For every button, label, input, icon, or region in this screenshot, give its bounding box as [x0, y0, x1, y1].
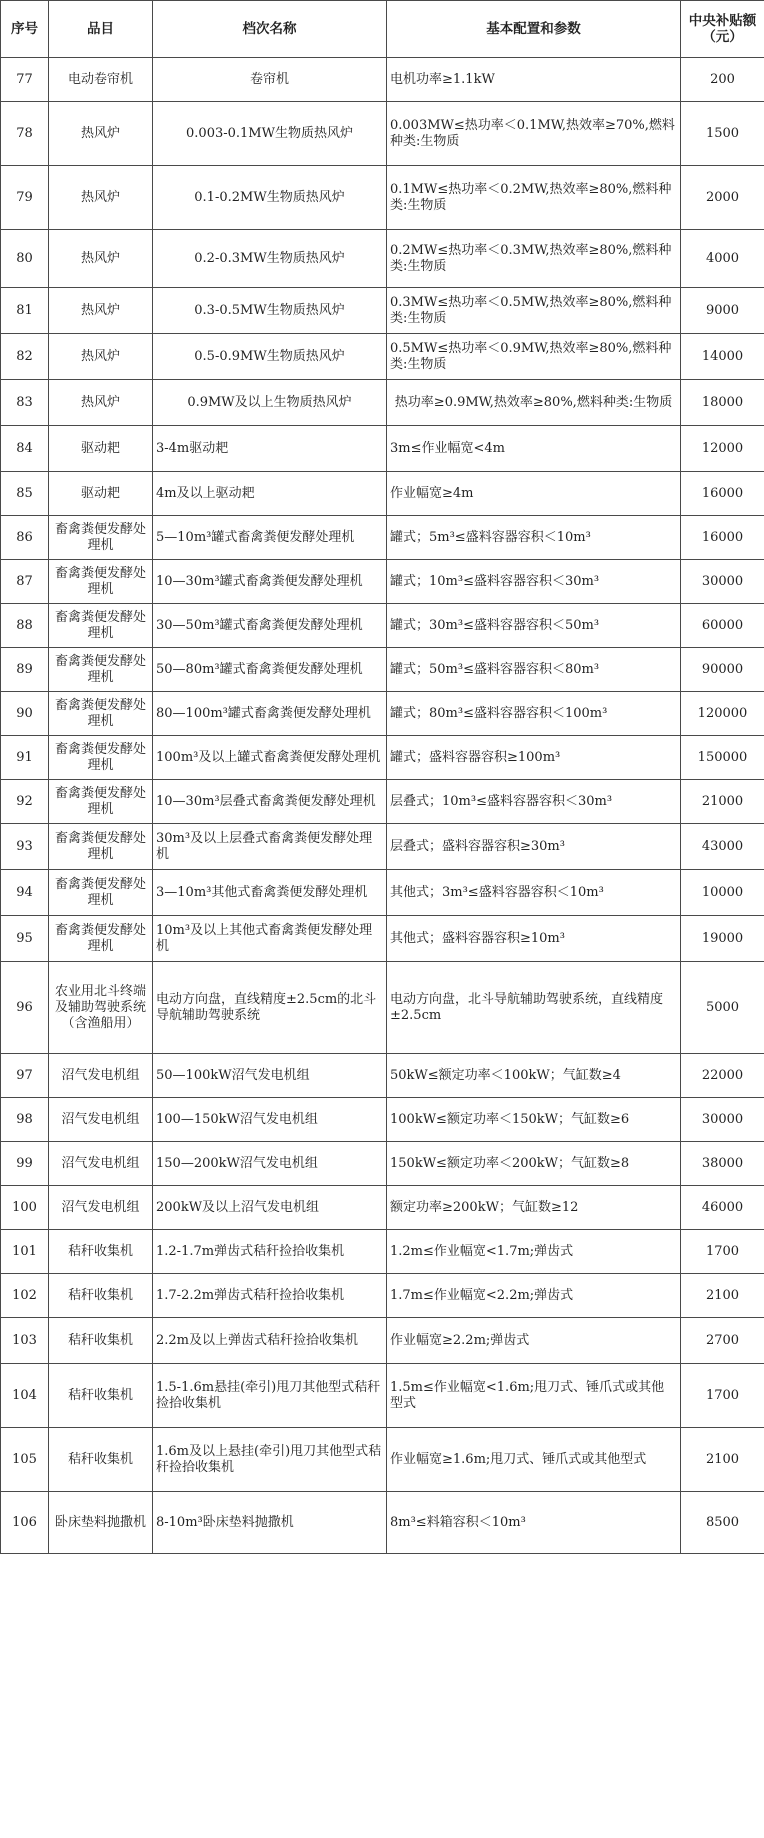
row-grade-name: 50—80m³罐式畜禽粪便发酵处理机: [153, 648, 387, 692]
table-row: [1, 1230, 764, 1274]
row-grade-name: 100m³及以上罐式畜禽粪便发酵处理机: [153, 736, 387, 780]
table-row: [1, 604, 764, 648]
table-row: [1, 648, 764, 692]
table-row: [1, 1142, 764, 1186]
row-number: 88: [1, 604, 49, 648]
row-grade-name: 1.6m及以上悬挂(牵引)甩刀其他型式秸秆捡拾收集机: [153, 1428, 387, 1492]
row-item: 沼气发电机组: [49, 1054, 153, 1098]
row-subsidy: 5000: [681, 962, 764, 1054]
row-subsidy: 9000: [681, 288, 764, 334]
table-row: [1, 962, 764, 1054]
row-subsidy: 2100: [681, 1428, 764, 1492]
row-number: 93: [1, 824, 49, 870]
row-subsidy: 1500: [681, 102, 764, 166]
row-item: 农业用北斗终端及辅助驾驶系统（含渔船用）: [49, 962, 153, 1054]
row-spec: 1.7m≤作业幅宽<2.2m;弹齿式: [387, 1274, 681, 1318]
row-number: 77: [1, 58, 49, 102]
row-number: 90: [1, 692, 49, 736]
row-number: 100: [1, 1186, 49, 1230]
row-number: 86: [1, 516, 49, 560]
row-item: 卧床垫料抛撒机: [49, 1492, 153, 1554]
row-item: 热风炉: [49, 102, 153, 166]
row-spec: 1.2m≤作业幅宽<1.7m;弹齿式: [387, 1230, 681, 1274]
row-subsidy: 43000: [681, 824, 764, 870]
table-row: [1, 1318, 764, 1364]
row-spec: 作业幅宽≥4m: [387, 472, 681, 516]
row-item: 畜禽粪便发酵处理机: [49, 516, 153, 560]
row-subsidy: 1700: [681, 1230, 764, 1274]
table-row: [1, 1054, 764, 1098]
row-number: 95: [1, 916, 49, 962]
row-item: 畜禽粪便发酵处理机: [49, 736, 153, 780]
row-number: 98: [1, 1098, 49, 1142]
row-number: 79: [1, 166, 49, 230]
row-number: 97: [1, 1054, 49, 1098]
row-spec: 电动方向盘，北斗导航辅助驾驶系统，直线精度±2.5cm: [387, 962, 681, 1054]
row-subsidy: 12000: [681, 426, 764, 472]
table-row: [1, 1492, 764, 1554]
row-spec: 罐式；50m³≤盛料容器容积＜80m³: [387, 648, 681, 692]
table-row: [1, 736, 764, 780]
row-grade-name: 0.1-0.2MW生物质热风炉: [153, 166, 387, 230]
row-item: 畜禽粪便发酵处理机: [49, 916, 153, 962]
row-number: 82: [1, 334, 49, 380]
row-grade-name: 0.003-0.1MW生物质热风炉: [153, 102, 387, 166]
row-number: 103: [1, 1318, 49, 1364]
row-item: 电动卷帘机: [49, 58, 153, 102]
row-subsidy: 18000: [681, 380, 764, 426]
row-subsidy: 14000: [681, 334, 764, 380]
row-grade-name: 200kW及以上沼气发电机组: [153, 1186, 387, 1230]
row-grade-name: 5—10m³罐式畜禽粪便发酵处理机: [153, 516, 387, 560]
row-number: 94: [1, 870, 49, 916]
row-grade-name: 3-4m驱动耙: [153, 426, 387, 472]
row-grade-name: 4m及以上驱动耙: [153, 472, 387, 516]
row-subsidy: 2700: [681, 1318, 764, 1364]
row-spec: 0.3MW≤热功率＜0.5MW,热效率≥80%,燃料种类:生物质: [387, 288, 681, 334]
row-number: 99: [1, 1142, 49, 1186]
row-spec: 罐式；盛料容器容积≥100m³: [387, 736, 681, 780]
row-grade-name: 10—30m³罐式畜禽粪便发酵处理机: [153, 560, 387, 604]
table-row: [1, 166, 764, 230]
row-number: 84: [1, 426, 49, 472]
row-spec: 其他式；盛料容器容积≥10m³: [387, 916, 681, 962]
row-grade-name: 50—100kW沼气发电机组: [153, 1054, 387, 1098]
row-item: 秸秆收集机: [49, 1230, 153, 1274]
row-number: 101: [1, 1230, 49, 1274]
row-spec: 1.5m≤作业幅宽<1.6m;甩刀式、锤爪式或其他型式: [387, 1364, 681, 1428]
table-row: [1, 1098, 764, 1142]
row-spec: 0.003MW≤热功率＜0.1MW,热效率≥70%,燃料种类:生物质: [387, 102, 681, 166]
row-subsidy: 200: [681, 58, 764, 102]
table-row: [1, 102, 764, 166]
table-row: [1, 560, 764, 604]
row-subsidy: 60000: [681, 604, 764, 648]
row-subsidy: 2000: [681, 166, 764, 230]
row-grade-name: 10—30m³层叠式畜禽粪便发酵处理机: [153, 780, 387, 824]
row-item: 沼气发电机组: [49, 1142, 153, 1186]
row-spec: 50kW≤额定功率＜100kW；气缸数≥4: [387, 1054, 681, 1098]
table-row: [1, 1186, 764, 1230]
row-number: 87: [1, 560, 49, 604]
row-spec: 150kW≤额定功率＜200kW；气缸数≥8: [387, 1142, 681, 1186]
row-number: 80: [1, 230, 49, 288]
row-item: 畜禽粪便发酵处理机: [49, 604, 153, 648]
row-grade-name: 0.9MW及以上生物质热风炉: [153, 380, 387, 426]
table-row: [1, 58, 764, 102]
row-spec: 额定功率≥200kW；气缸数≥12: [387, 1186, 681, 1230]
row-spec: 3m≤作业幅宽<4m: [387, 426, 681, 472]
row-grade-name: 8-10m³卧床垫料抛撒机: [153, 1492, 387, 1554]
row-item: 畜禽粪便发酵处理机: [49, 870, 153, 916]
row-grade-name: 30—50m³罐式畜禽粪便发酵处理机: [153, 604, 387, 648]
row-spec: 0.1MW≤热功率＜0.2MW,热效率≥80%,燃料种类:生物质: [387, 166, 681, 230]
row-subsidy: 30000: [681, 560, 764, 604]
row-subsidy: 38000: [681, 1142, 764, 1186]
row-item: 驱动耙: [49, 426, 153, 472]
row-spec: 罐式；10m³≤盛料容器容积＜30m³: [387, 560, 681, 604]
row-grade-name: 0.2-0.3MW生物质热风炉: [153, 230, 387, 288]
row-spec: 罐式；5m³≤盛料容器容积＜10m³: [387, 516, 681, 560]
row-grade-name: 1.7-2.2m弹齿式秸秆捡拾收集机: [153, 1274, 387, 1318]
row-subsidy: 1700: [681, 1364, 764, 1428]
table-row: [1, 230, 764, 288]
row-grade-name: 30m³及以上层叠式畜禽粪便发酵处理机: [153, 824, 387, 870]
row-subsidy: 2100: [681, 1274, 764, 1318]
row-item: 热风炉: [49, 288, 153, 334]
row-spec: 100kW≤额定功率＜150kW；气缸数≥6: [387, 1098, 681, 1142]
row-spec: 罐式；30m³≤盛料容器容积＜50m³: [387, 604, 681, 648]
row-item: 畜禽粪便发酵处理机: [49, 692, 153, 736]
row-number: 92: [1, 780, 49, 824]
row-grade-name: 80—100m³罐式畜禽粪便发酵处理机: [153, 692, 387, 736]
table-row: [1, 692, 764, 736]
row-spec: 层叠式；10m³≤盛料容器容积＜30m³: [387, 780, 681, 824]
table-row: [1, 824, 764, 870]
row-subsidy: 19000: [681, 916, 764, 962]
header-grade-name: 档次名称: [153, 1, 387, 58]
row-grade-name: 0.5-0.9MW生物质热风炉: [153, 334, 387, 380]
row-number: 91: [1, 736, 49, 780]
row-grade-name: 100—150kW沼气发电机组: [153, 1098, 387, 1142]
table-row: [1, 916, 764, 962]
row-grade-name: 10m³及以上其他式畜禽粪便发酵处理机: [153, 916, 387, 962]
header-no: 序号: [1, 1, 49, 58]
table-row: [1, 472, 764, 516]
table-row: [1, 516, 764, 560]
row-item: 驱动耙: [49, 472, 153, 516]
row-item: 沼气发电机组: [49, 1098, 153, 1142]
row-subsidy: 10000: [681, 870, 764, 916]
row-number: 106: [1, 1492, 49, 1554]
row-item: 秸秆收集机: [49, 1364, 153, 1428]
row-item: 沼气发电机组: [49, 1186, 153, 1230]
row-grade-name: 3—10m³其他式畜禽粪便发酵处理机: [153, 870, 387, 916]
row-spec: 作业幅宽≥2.2m;弹齿式: [387, 1318, 681, 1364]
row-number: 104: [1, 1364, 49, 1428]
row-number: 102: [1, 1274, 49, 1318]
row-item: 畜禽粪便发酵处理机: [49, 780, 153, 824]
row-spec: 0.2MW≤热功率＜0.3MW,热效率≥80%,燃料种类:生物质: [387, 230, 681, 288]
header-spec: 基本配置和参数: [387, 1, 681, 58]
row-item: 畜禽粪便发酵处理机: [49, 560, 153, 604]
table-row: [1, 1274, 764, 1318]
row-item: 畜禽粪便发酵处理机: [49, 824, 153, 870]
row-number: 89: [1, 648, 49, 692]
row-spec: 电机功率≥1.1kW: [387, 58, 681, 102]
row-item: 秸秆收集机: [49, 1318, 153, 1364]
table-row: [1, 1364, 764, 1428]
row-spec: 其他式；3m³≤盛料容器容积＜10m³: [387, 870, 681, 916]
row-item: 秸秆收集机: [49, 1428, 153, 1492]
row-item: 热风炉: [49, 166, 153, 230]
row-grade-name: 卷帘机: [153, 58, 387, 102]
row-grade-name: 150—200kW沼气发电机组: [153, 1142, 387, 1186]
row-number: 96: [1, 962, 49, 1054]
row-subsidy: 90000: [681, 648, 764, 692]
header-item: 品目: [49, 1, 153, 58]
row-spec: 作业幅宽≥1.6m;甩刀式、锤爪式或其他型式: [387, 1428, 681, 1492]
table-row: [1, 1428, 764, 1492]
table-row: [1, 426, 764, 472]
row-item: 热风炉: [49, 230, 153, 288]
row-spec: 8m³≤料箱容积＜10m³: [387, 1492, 681, 1554]
row-grade-name: 1.5-1.6m悬挂(牵引)甩刀其他型式秸秆捡拾收集机: [153, 1364, 387, 1428]
row-grade-name: 1.2-1.7m弹齿式秸秆捡拾收集机: [153, 1230, 387, 1274]
row-spec: 罐式；80m³≤盛料容器容积＜100m³: [387, 692, 681, 736]
row-grade-name: 2.2m及以上弹齿式秸秆捡拾收集机: [153, 1318, 387, 1364]
row-subsidy: 16000: [681, 472, 764, 516]
row-spec: 0.5MW≤热功率＜0.9MW,热效率≥80%,燃料种类:生物质: [387, 334, 681, 380]
row-subsidy: 16000: [681, 516, 764, 560]
row-subsidy: 21000: [681, 780, 764, 824]
row-item: 热风炉: [49, 380, 153, 426]
table-row: [1, 870, 764, 916]
row-grade-name: 电动方向盘，直线精度±2.5cm的北斗导航辅助驾驶系统: [153, 962, 387, 1054]
row-number: 105: [1, 1428, 49, 1492]
row-subsidy: 46000: [681, 1186, 764, 1230]
row-subsidy: 30000: [681, 1098, 764, 1142]
row-grade-name: 0.3-0.5MW生物质热风炉: [153, 288, 387, 334]
row-spec: 热功率≥0.9MW,热效率≥80%,燃料种类:生物质: [387, 380, 681, 426]
row-spec: 层叠式；盛料容器容积≥30m³: [387, 824, 681, 870]
row-number: 83: [1, 380, 49, 426]
table-row: [1, 288, 764, 334]
table-row: [1, 780, 764, 824]
row-subsidy: 120000: [681, 692, 764, 736]
row-number: 81: [1, 288, 49, 334]
header-subsidy: 中央补贴额（元）: [681, 1, 764, 58]
row-item: 秸秆收集机: [49, 1274, 153, 1318]
row-number: 78: [1, 102, 49, 166]
row-subsidy: 22000: [681, 1054, 764, 1098]
row-subsidy: 8500: [681, 1492, 764, 1554]
row-item: 畜禽粪便发酵处理机: [49, 648, 153, 692]
row-item: 热风炉: [49, 334, 153, 380]
row-subsidy: 4000: [681, 230, 764, 288]
table-header-row: [1, 1, 764, 58]
table-row: [1, 334, 764, 380]
row-number: 85: [1, 472, 49, 516]
table-row: [1, 380, 764, 426]
row-subsidy: 150000: [681, 736, 764, 780]
